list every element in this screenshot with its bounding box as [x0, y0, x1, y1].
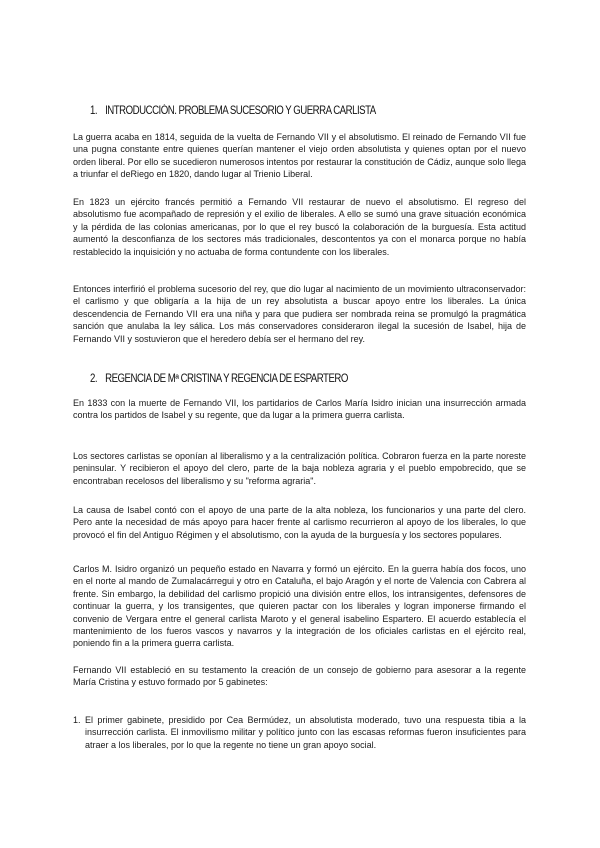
- section-2-heading: [90, 373, 348, 385]
- paragraph: La guerra acaba en 1814, seguida de la vuelta de Fernando VII y el absolutismo. El reinado de Fernando VII fue una pugna constante entre quienes querían mantener el viejo orden absolutista y quienes optan por el nuevo orden liberal. Por ello se sucedieron numerosos intentos por restaurar la constitución de Cádiz, aunque solo llega a triunfar el deRiego en 1820, dando lugar al Trienio Liberal.: [73, 132, 526, 180]
- paragraph: La causa de Isabel contó con el apoyo de una parte de la alta nobleza, los funcionarios y una parte del clero. Pero ante la necesidad de más apoyo para hacer frente al carlismo recurrieron al apoyo de los liberales, lo que provocó el fin del Antiguo Régimen y el absolutismo, con la ayuda de la burguesía y los sectores populares.: [73, 505, 526, 540]
- paragraph: Fernando VII estableció en su testamento la creación de un consejo de gobierno para asesorar a la regente María Cristina y estuvo formado por 5 gabinetes:: [73, 665, 526, 688]
- section-1-title: INTRODUCCIÓN. PROBLEMA SUCESORIO Y GUERRA CARLISTA: [105, 105, 376, 117]
- section-2-number: 2.: [90, 373, 98, 385]
- paragraph: Carlos M. Isidro organizó un pequeño estado en Navarra y formó un ejército. En la guerra había dos focos, uno en el norte al mando de Zumalacárregui y otro en Cataluña, el bajo Aragón y el norte de Valencia con Cabrera al frente. Sin embargo, la debilidad del carlismo propició una división entre ellos, los intransigentes, defensores de continuar la guerra, y los transigentes, que quieren pactar con los liberales y logran imponerse firmando el convenio de Vergara entre el general carlista Maroto y el general isabelino Espartero. El acuerdo establecía el mantenimiento de los fueros vascos y navarros y la integración de los oficiales carlistas en el ejército real, poniendo fin a la primera guerra carlista.: [73, 564, 526, 649]
- list-marker: 1.: [73, 715, 81, 725]
- paragraph: Entonces interfirió el problema sucesorio del rey, que dio lugar al nacimiento de un movimiento ultraconservador: el carlismo y que obligaría a la hija de un rey absolutista a buscar apoyo entre los liberales. La única descendencia de Fernando VII era una niña y para que pudiera ser nombrada reina se promulgó la pragmática sanción que anulaba la ley sálica. Los más conservadores consideraron ilegal la sucesión de Isabel, hija de Fernando VII y sostuvieron que el heredero debía ser el hermano del rey.: [73, 284, 526, 344]
- section-2-title: REGENCIA DE Mª CRISTINA Y REGENCIA DE ESPARTERO: [105, 373, 348, 385]
- paragraph: En 1833 con la muerte de Fernando VII, los partidarios de Carlos María Isidro inician una insurrección armada contra los partidos de Isabel y su regente, que da lugar a la primera guerra carlista.: [73, 398, 526, 421]
- list-item-text: El primer gabinete, presidido por Cea Bermúdez, un absolutista moderado, tuvo una respuesta tibia a la insurrección carlista. El inmovilismo militar y político junto con las escasas reformas fueron insuficientes para atraer a los liberales, por lo que la regente no tiene un gran apoyo social.: [85, 715, 526, 750]
- section-1-heading: [90, 105, 376, 117]
- paragraph: Los sectores carlistas se oponían al liberalismo y a la centralización política. Cobraron fuerza en la parte noreste peninsular. Y recibieron el apoyo del clero, parte de la baja nobleza agraria y el pueblo empobrecido, que se encontraban recelosos del liberalismo y su "reforma agraria".: [73, 451, 526, 486]
- paragraph: En 1823 un ejército francés permitió a Fernando VII restaurar de nuevo el absolutismo. El regreso del absolutismo fue acompañado de represión y el exilio de liberales. A ello se sumó una grave situación económica y la pérdida de las colonias americanas, por lo que el rey buscó la colaboración de la burguesía. Esta actitud aumentó la desconfianza de los sectores más tradicionales, descontentos ya con el monarca porque no había restablecido la inquisición y no actuaba de forma contundente con los liberales.: [73, 197, 526, 257]
- list-item: [73, 714, 526, 751]
- section-1-number: 1.: [90, 105, 98, 117]
